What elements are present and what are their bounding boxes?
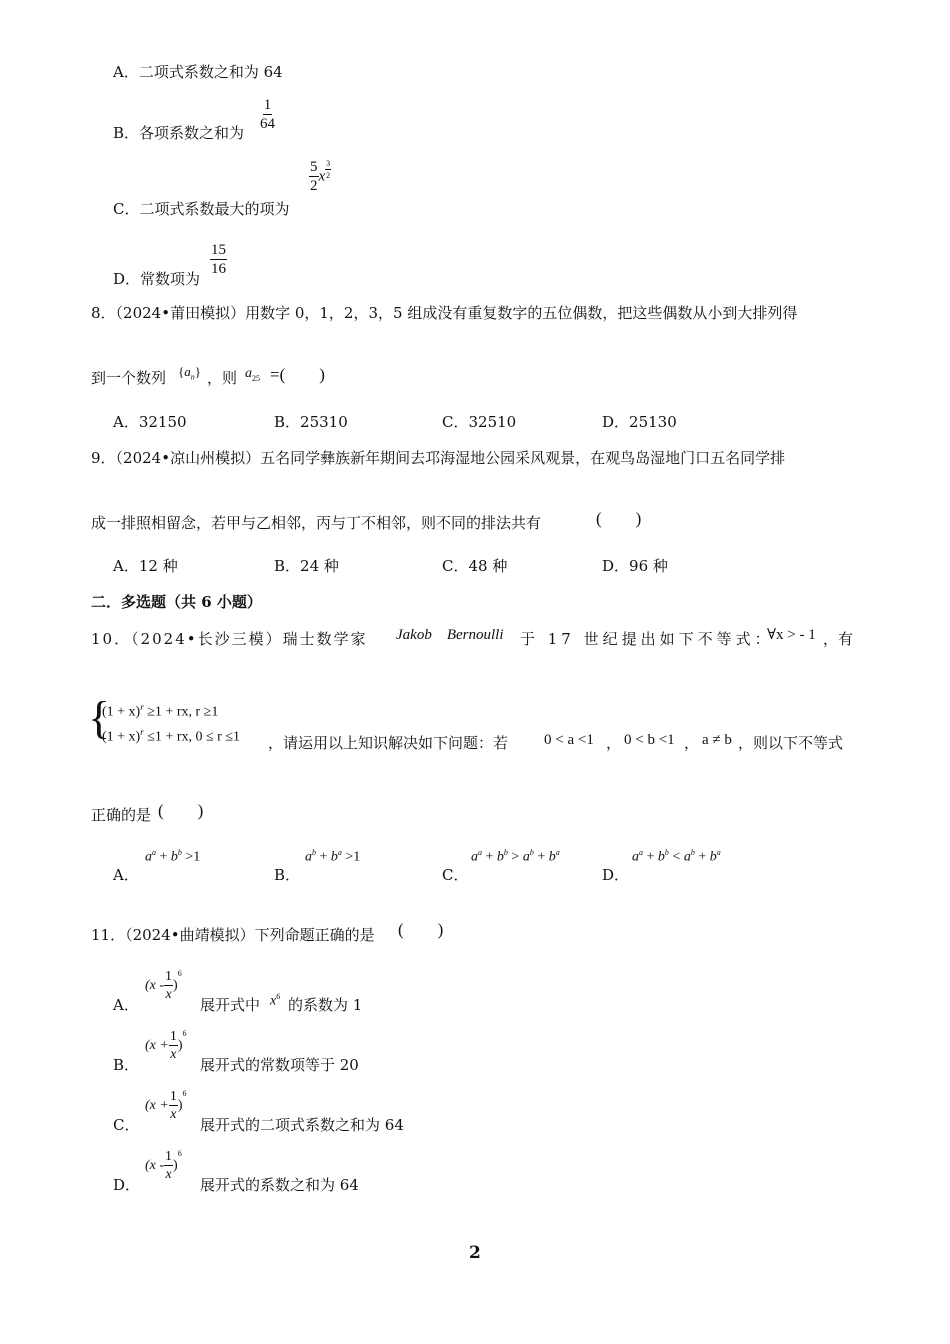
q10-line1: 10．（2024•长沙三模）瑞士数学家 [91,630,368,648]
q10-sep2: ， [684,734,700,752]
q9-option-a: A．12 种 [113,557,178,575]
q9-line1: 9．（2024•凉山州模拟）五名同学彝族新年期间去邛海湿地公园采风观景，在观鸟岛湿地门口五名同学排 [91,449,786,467]
q7-option-b: B．各项系数之和为 [113,124,245,142]
q10-option-c: $a^a + b^b > a^b + b^a$ [471,848,560,865]
q10-option-d-label: D． [602,866,630,884]
q11-option-b-expr: (x + $\frac{1}{x}$ )$^6$ [145,1029,187,1062]
q8-option-b: B．25310 [274,413,348,431]
q11-option-a-var: $x^6$ [270,992,281,1009]
q10-option-c-label: C． [442,866,469,884]
q8-line1: 8．（2024•莆田模拟）用数字 0，1，2，3，5 组成没有重复数字的五位偶数，把这些偶数从小到大排列得 [91,304,798,322]
q10-system-line1: $(1 + x)^r \ge 1$ + rx, r ≥1 [102,702,219,720]
q11-option-a-expr: (x - $\frac{1}{x}$ )$^6$ [145,969,182,1002]
q10-cond-c: a ≠ b [702,732,732,748]
q11-blank: ( ) [398,920,444,939]
q9-option-b: B．24 种 [274,557,339,575]
q11-option-d-text: 展开式的系数之和为 64 [200,1176,359,1194]
q8-term: $a_{25}$ [245,366,260,383]
q7-b-fraction: $\frac{1}{64}$ [260,97,275,132]
q9-line2: 成一排照相留念，若甲与乙相邻，丙与丁不相邻，则不同的排法共有 [91,514,542,532]
q11-option-d-expr: (x - $\frac{1}{x}$ )$^6$ [145,1149,182,1182]
q10-cond-b: 0 < b <1 [624,732,675,748]
q11-option-c-text: 展开式的二项式系数之和为 64 [200,1116,404,1134]
q10-brace: { [88,692,111,743]
q8-blank: =( ) [270,365,325,384]
q11-stem: 11．（2024•曲靖模拟）下列命题正确的是 [91,926,375,944]
q11-option-b-text: 展开式的常数项等于 20 [200,1056,359,1074]
q10-blank: ( ) [158,801,204,820]
q11-option-d-label: D． [113,1176,141,1194]
q10-line3: 正确的是 [91,806,152,824]
q10-option-b: $a^b + b^a >1$ [305,848,361,865]
q10-option-a-label: A． [113,866,139,884]
q8-line2: 到一个数列 [91,369,167,387]
q7-d-fraction: $\frac{15}{16}$ [211,242,226,277]
q8-option-d: D．25130 [602,413,677,431]
q10-line1-post: 于 17 世纪提出如下不等式： [520,630,774,648]
q9-option-d: D．96 种 [602,557,668,575]
q7-c-term: $\frac{5}{2}$ x $\frac{3}{2}$ [310,159,331,194]
q7-option-a: A．二项式系数之和为 64 [113,63,283,81]
q9-blank: ( ) [596,509,642,528]
q10-option-b-label: B． [274,866,301,884]
q10-cond-a: 0 < a <1 [544,732,594,748]
q7-option-d: D．常数项为 [113,270,201,288]
q10-line2: ，请运用以上知识解决如下问题：若 [268,734,509,752]
q9-option-c: C．48 种 [442,557,508,575]
q11-option-a-text1: 展开式中 [200,996,261,1014]
q11-option-a-label: A． [113,996,139,1014]
q7-option-c: C．二项式系数最大的项为 [113,200,290,218]
q10-condition: ∀x > - 1 [767,627,816,643]
q8-then: ，则 [207,369,238,387]
q11-option-c-label: C． [113,1116,140,1134]
page-number: 2 [469,1243,481,1263]
q10-system-line2: $(1 + x)^r \le 1$ + rx, 0 ≤ r ≤1 [102,727,241,745]
section-title: 二．多选题（共 6 小题） [91,593,262,611]
q11-option-b-label: B． [113,1056,140,1074]
q10-option-d: $a^a + b^b < a^b + b^a$ [632,848,721,865]
q8-option-c: C．32510 [442,413,517,431]
q10-have: ，有 [823,630,854,648]
q11-option-c-expr: (x + $\frac{1}{x}$ )$^6$ [145,1089,187,1122]
q11-option-a-text2: 的系数为 1 [288,996,363,1014]
q10-option-a: $a^a + b^b >1$ [145,848,201,865]
q10-sep1: ， [606,734,622,752]
q8-option-a: A．32150 [113,413,187,431]
q10-name: Jakob Bernoulli [396,627,504,643]
q10-line2-post: ，则以下不等式 [738,734,844,752]
q8-sequence: $\{a_n\}$ [178,364,201,382]
